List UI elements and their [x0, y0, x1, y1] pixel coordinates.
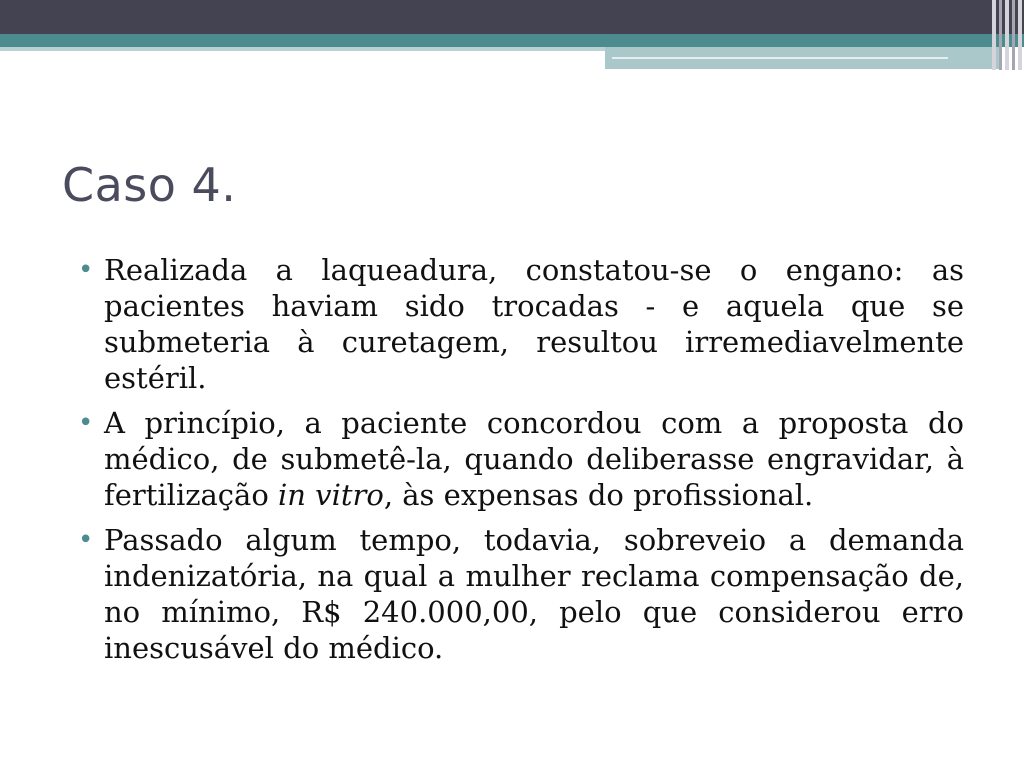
bullet-icon: •	[78, 408, 94, 438]
slide-content	[76, 252, 964, 675]
bullet-text: Passado algum tempo, todavia, sobreveio a demanda indenizatória, na qual a mulher reclama compensação de, no mínimo, R$ 240.000,00, pelo que considerou erro inescusável do médico.	[104, 523, 964, 665]
bullet-text: Realizada a laqueadura, constatou-se o engano: as pacientes haviam sido trocadas - e aquela que se submeteria à curetagem, resultou irremediavelmente estéril.	[104, 253, 964, 395]
header-stripe	[1005, 0, 1009, 70]
header-stripe	[992, 0, 996, 70]
header-stripe	[1012, 0, 1015, 70]
bullet-text: A princípio, a paciente concordou com a proposta do médico, de submetê-la, quando deliberasse engravidar, à fertilização	[104, 406, 964, 512]
header-dark-bar	[0, 0, 1024, 34]
bullet-list	[76, 252, 964, 666]
header-teal-bar	[0, 34, 1024, 47]
header-stripe	[1018, 0, 1022, 70]
bullet-icon: •	[78, 255, 94, 285]
header-light-bar	[0, 47, 605, 51]
slide-header-decoration	[0, 0, 1024, 80]
bullet-item	[76, 252, 964, 396]
slide-title: Caso 4.	[62, 158, 237, 212]
header-stripes	[990, 0, 1024, 70]
bullet-text-italic: in vitro	[278, 478, 384, 512]
header-stripe	[999, 0, 1002, 70]
header-accent-line	[612, 57, 948, 59]
bullet-item	[76, 405, 964, 513]
bullet-icon: •	[78, 525, 94, 555]
bullet-text: , às expensas do profissional.	[383, 478, 814, 512]
bullet-item	[76, 522, 964, 666]
